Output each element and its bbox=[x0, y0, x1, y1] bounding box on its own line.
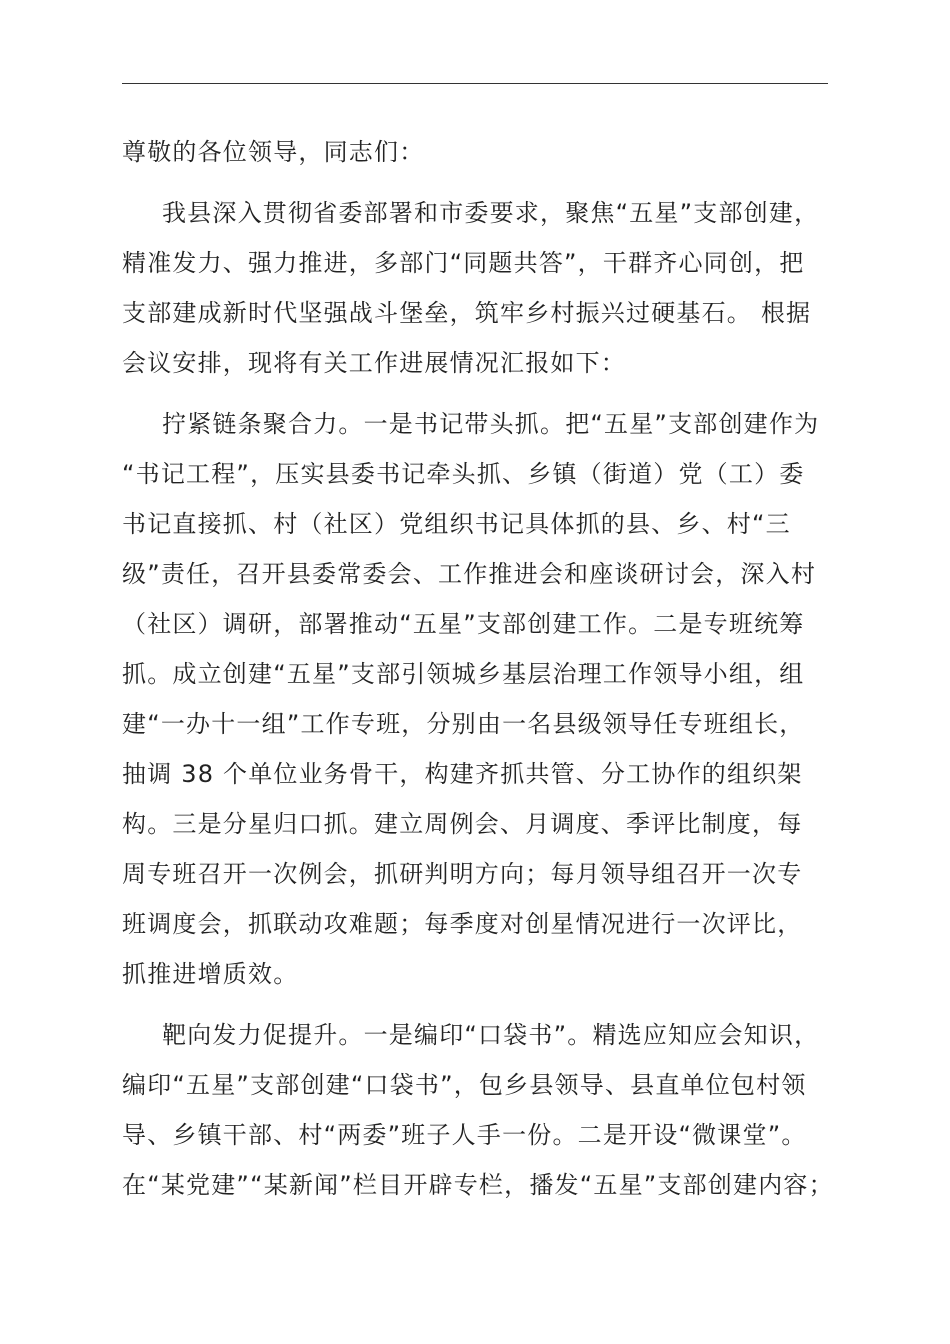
document-body bbox=[122, 127, 834, 1221]
header-rule bbox=[122, 83, 828, 84]
paragraph-intro bbox=[122, 188, 834, 388]
salutation: 尊敬的各位领导，同志们： bbox=[122, 138, 425, 166]
paragraph-line: （社区）调研，部署推动“五星”支部创建工作。二是专班统筹 bbox=[122, 610, 805, 638]
paragraph-line: 支部建成新时代坚强战斗堡垒，筑牢乡村振兴过硬基石。 根据 bbox=[122, 299, 812, 327]
paragraph-line: 班调度会，抓联动攻难题；每季度对创星情况进行一次评比， bbox=[122, 910, 803, 938]
paragraph-line: 抓推进增质效。 bbox=[122, 960, 299, 988]
paragraph-line: 构。三是分星归口抓。建立周例会、月调度、季评比制度，每 bbox=[122, 810, 803, 838]
paragraph-chain bbox=[122, 399, 834, 999]
paragraph-target bbox=[122, 1010, 834, 1210]
paragraph-line: 编印“五星”支部创建“口袋书”，包乡县领导、县直单位包村领 bbox=[122, 1071, 807, 1099]
paragraph-line: 拧紧链条聚合力。一是书记带头抓。把“五星”支部创建作为 bbox=[162, 410, 820, 438]
paragraph-line: 级”责任，召开县委常委会、工作推进会和座谈研讨会，深入村 bbox=[122, 560, 817, 588]
paragraph-line: 导、乡镇干部、村“两委”班子人手一份。二是开设“微课堂”。 bbox=[122, 1121, 807, 1149]
paragraph-line: 在“某党建”“某新闻”栏目开辟专栏，播发“五星”支部创建内容； bbox=[122, 1171, 834, 1199]
paragraph-line: 精准发力、强力推进，多部门“同题共答”，干群齐心同创，把 bbox=[122, 249, 805, 277]
paragraph-line: 建“一办十一组”工作专班，分别由一名县级领导任专班组长， bbox=[122, 710, 805, 738]
paragraph-line: 我县深入贯彻省委部署和市委要求，聚焦“五星”支部创建， bbox=[162, 199, 820, 227]
paragraph-line: 靶向发力促提升。一是编印“口袋书”。精选应知应会知识， bbox=[162, 1021, 820, 1049]
paragraph-line: “书记工程”，压实县委书记牵头抓、乡镇（街道）党（工）委 bbox=[122, 460, 805, 488]
paragraph-line: 周专班召开一次例会，抓研判明方向；每月领导组召开一次专 bbox=[122, 860, 803, 888]
paragraph-line: 书记直接抓、村（社区）党组织书记具体抓的县、乡、村“三 bbox=[122, 510, 791, 538]
paragraph-line: 抓。成立创建“五星”支部引领城乡基层治理工作领导小组，组 bbox=[122, 660, 805, 688]
paragraph-line: 抽调 38 个单位业务骨干，构建齐抓共管、分工协作的组织架 bbox=[122, 760, 803, 788]
paragraph-line: 会议安排，现将有关工作进展情况汇报如下： bbox=[122, 349, 626, 377]
